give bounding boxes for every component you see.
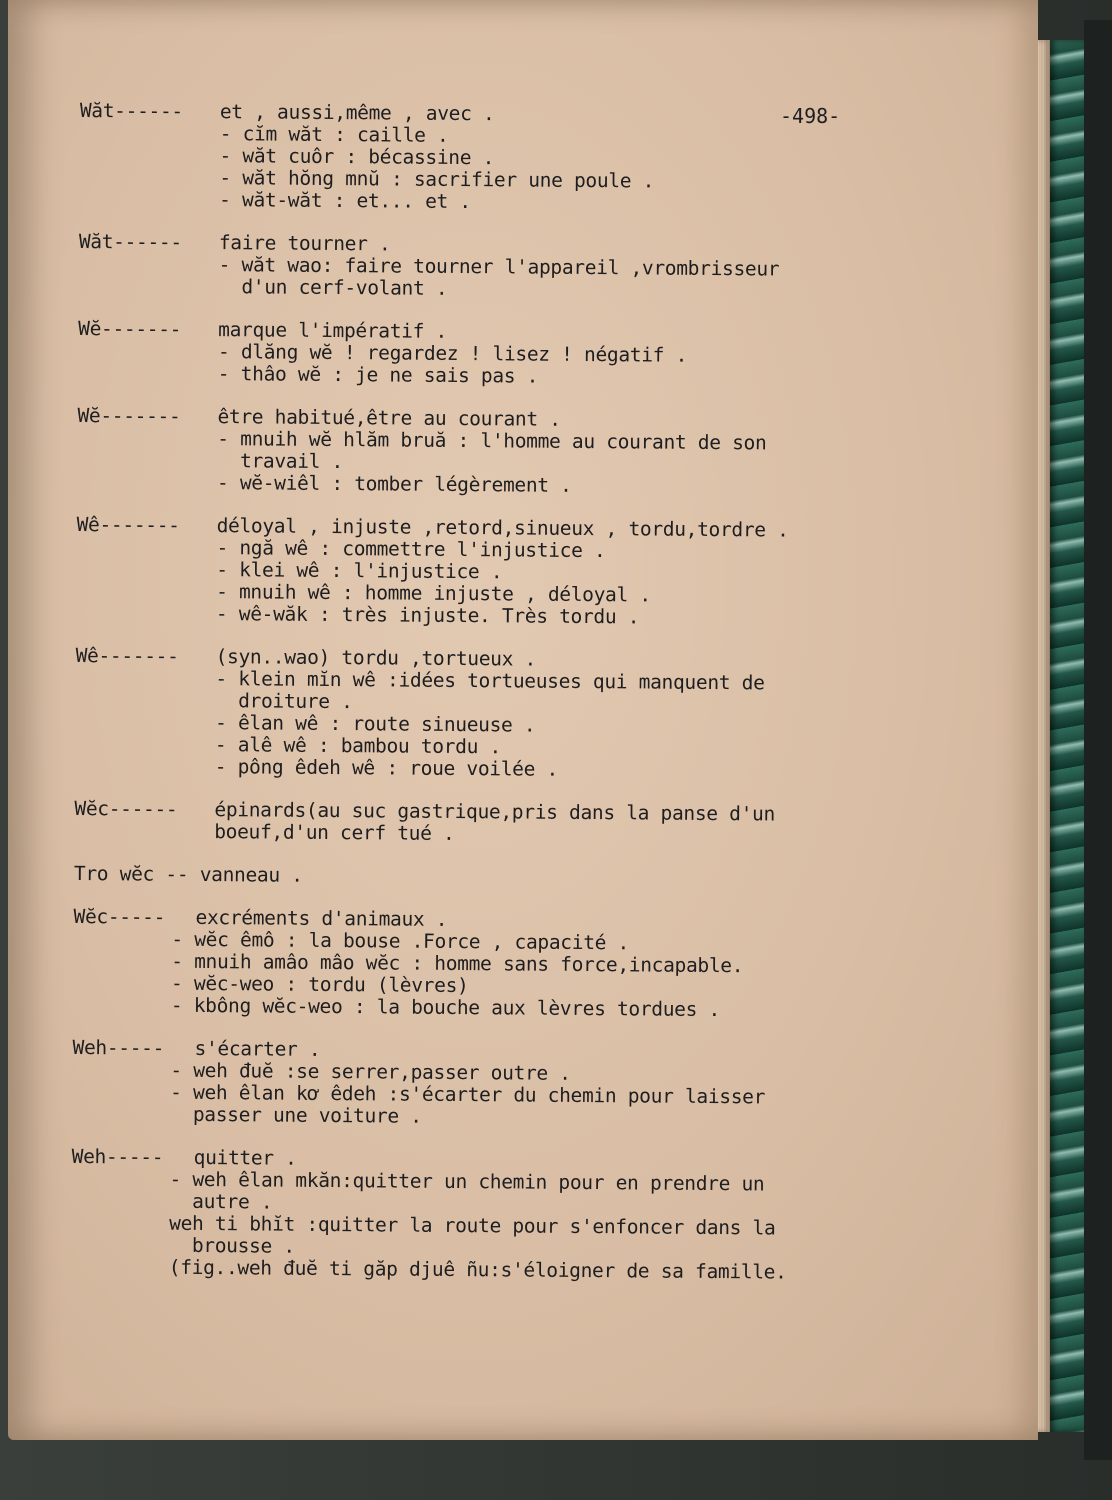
- sub-entry: - dlăng wĕ ! regardez ! lisez ! négatif .: [217, 340, 688, 367]
- sub-entry: - weh êlan kơ êdeh :s'écarter du chemin pour laisser: [170, 1080, 766, 1109]
- sub-entry: - ngă wê : commettre l'injustice .: [216, 536, 606, 563]
- definition: être habitué,être au courant .: [217, 405, 561, 431]
- sub-entry: brousse .: [168, 1233, 295, 1258]
- sub-entry: - klei wê : l'injustice .: [216, 558, 503, 584]
- headword: Wăt------: [78, 229, 182, 254]
- sub-entry: - mnuih wĕ hlăm bruă : l'homme au courant de son: [217, 427, 767, 455]
- dictionary-entry: [76, 514, 977, 631]
- single-line-entry: Tro wĕc -- vanneau .: [73, 861, 303, 887]
- sub-entry: autre .: [169, 1189, 273, 1214]
- dictionary-entry: [71, 1146, 972, 1285]
- dictionary-entry: [75, 645, 976, 784]
- headword: Wĕ-------: [77, 403, 181, 428]
- sub-entry: - wăt hŏng mnŭ : sacrifier une poule .: [219, 166, 655, 193]
- definition: et , aussi,même , avec .: [219, 100, 495, 126]
- definition: déloyal , injuste ,retord,sinueux , tordu,tordre .: [216, 514, 789, 542]
- sub-entry: - weh êlan mkăn:quitter un chemin pour en prendre un: [169, 1167, 765, 1196]
- sub-entry: - wĕ-wiêl : tomber légèrement .: [216, 471, 572, 497]
- dictionary-entry: [74, 863, 974, 892]
- sub-entry: travail .: [217, 449, 344, 474]
- headword: Wĕ-------: [78, 316, 182, 341]
- sub-entry: droiture .: [215, 689, 353, 714]
- sub-entry: - kbông wĕc-weo : la bouche aux lèvres tordues .: [170, 993, 721, 1022]
- sub-entry: - êlan wê : route sinueuse .: [215, 711, 536, 737]
- definition: excréments d'animaux .: [195, 905, 448, 931]
- dictionary-entry: [74, 798, 974, 849]
- sub-entry: - thâo wĕ : je ne sais pas .: [217, 362, 539, 388]
- dictionary-text: [71, 100, 980, 1306]
- dictionary-entry: [72, 1037, 973, 1132]
- marbled-cover: [1050, 40, 1084, 1432]
- headword: Weh-----: [71, 1144, 164, 1169]
- sub-entry: - wăt wao: faire tourner l'appareil ,vrombrisseur: [218, 253, 780, 281]
- sub-entry: - wê-wăk : très injuste. Très tordu .: [215, 602, 640, 629]
- sub-entry: - mnuih amâo mâo wĕc : homme sans force,incapable.: [171, 949, 744, 978]
- dictionary-entry: [78, 318, 978, 391]
- dictionary-entry: [77, 405, 978, 500]
- definition: épinards(au suc gastrique,pris dans la panse d'un: [214, 798, 776, 826]
- definition: faire tourner .: [218, 231, 391, 256]
- sub-entry: - alê wê : bambou tordu .: [214, 733, 502, 759]
- sub-entry: - weh đuĕ :se serrer,passer outre .: [170, 1058, 571, 1085]
- definition: s'écarter .: [194, 1036, 321, 1061]
- sub-entry: - klein mĭn wê :idées tortueuses qui manquent de: [215, 667, 765, 695]
- sub-entry: d'un cerf-volant .: [218, 275, 448, 300]
- headword: Weh-----: [72, 1035, 165, 1060]
- definition: marque l'impératif .: [218, 318, 448, 343]
- page-number: -498-: [780, 104, 841, 128]
- sub-entry: weh ti bhĭt :quitter la route pour s'enfoncer dans la: [169, 1211, 776, 1240]
- sub-entry: - wăt cuôr : bécassine .: [219, 144, 495, 170]
- sub-entry: (fig..weh đuĕ ti găp djuê ñu:s'éloigner de sa famille.: [168, 1255, 787, 1284]
- definition: (syn..wao) tordu ,tortueux .: [215, 645, 537, 671]
- headword: Wăt------: [79, 99, 183, 123]
- sub-entry: - pông êdeh wê : roue voilée .: [214, 755, 559, 781]
- dictionary-entry: [78, 231, 978, 304]
- definition: quitter .: [193, 1145, 297, 1170]
- sub-entry: - wĕc êmô : la bouse .Force , capacité .: [171, 927, 630, 955]
- sub-entry: - mnuih wê : homme injuste , déloyal .: [216, 580, 651, 607]
- dictionary-entry: [79, 100, 980, 217]
- sub-entry: passer une voiture .: [169, 1102, 422, 1128]
- headword: Wê-------: [75, 643, 179, 668]
- sub-entry: - wĕc-weo : tordu (lèvres): [170, 971, 469, 998]
- sub-entry: - cĭm wăt : caille .: [219, 122, 449, 147]
- dictionary-entry: [73, 906, 974, 1023]
- book-cover-edge: [1084, 20, 1112, 1460]
- headword: Wê-------: [76, 512, 180, 537]
- sub-entry: - wăt-wăt : et... et .: [219, 188, 471, 214]
- headword: Wĕc-----: [73, 904, 166, 929]
- headword: Wĕc------: [74, 796, 178, 821]
- sub-entry: boeuf,d'un cerf tué .: [214, 820, 455, 845]
